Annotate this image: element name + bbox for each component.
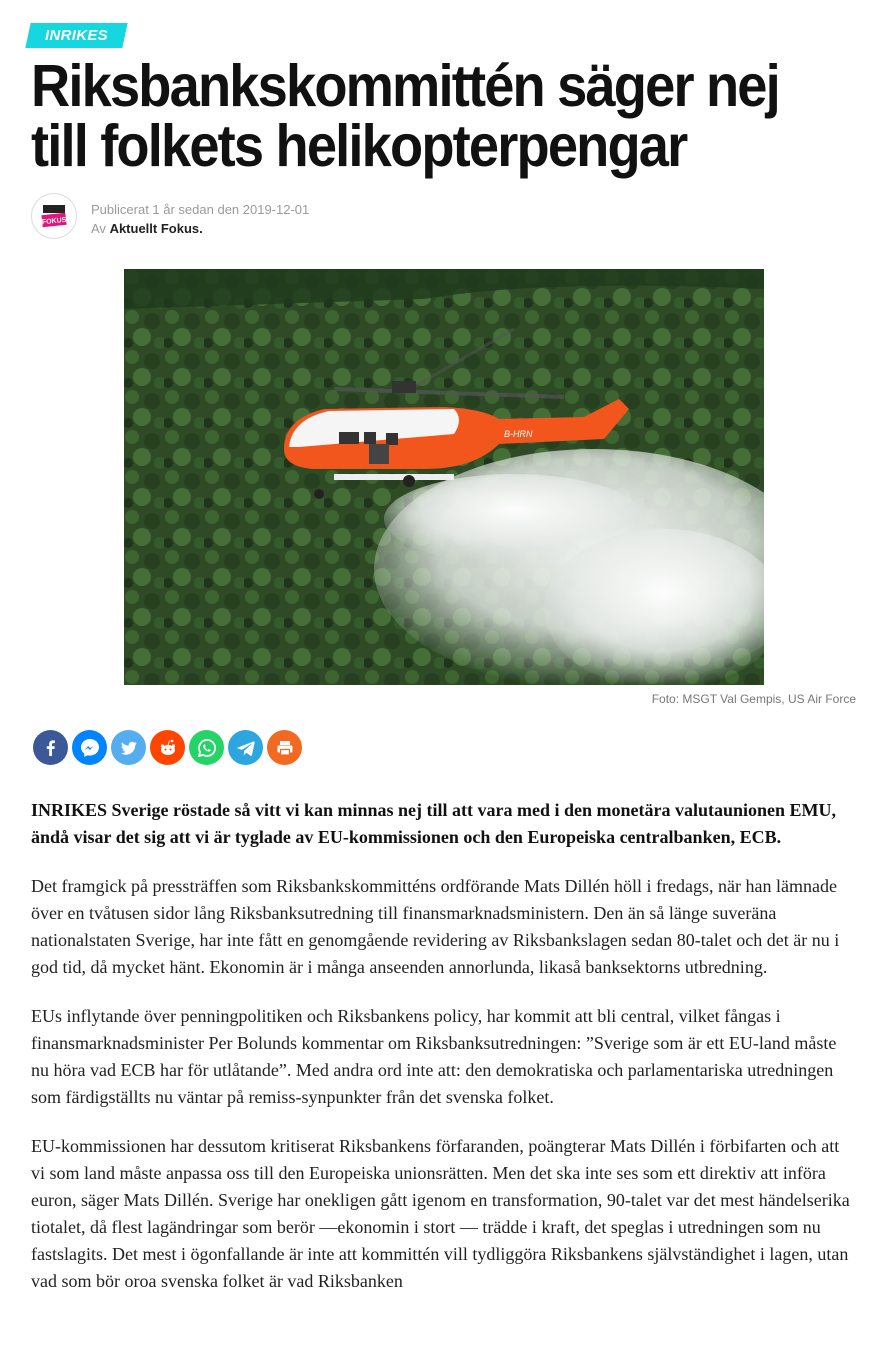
category-label: INRIKES	[45, 27, 108, 44]
article-meta	[91, 200, 309, 238]
article-lead: INRIKES Sverige röstade så vitt vi kan minnas nej till att vara med i den monetära valutaunionen EMU, ändå visar det sig att vi är tyglade av EU-kommissionen och den Europeiska centralbanken, ECB.	[31, 800, 837, 847]
printer-icon	[275, 738, 295, 758]
telegram-icon	[236, 738, 256, 758]
tail-registration: B-HRN	[504, 429, 533, 439]
twitter-icon	[119, 738, 139, 758]
print-button[interactable]	[267, 730, 302, 765]
avatar-logo-text: FOKUS	[41, 216, 67, 227]
article-paragraph: EUs inflytande över penningpolitiken och Riksbankens policy, har kommit att bli central, vilket fångas i finansmarknadsminister Per Bolunds kommentar om Riksbanksutredningen: ”Sverige som är ett EU-land måste nu höra vad ECB har för utlåtande”. Med andra ord inte att: den demokratiska och parlamentariska utredningen som färdigställts nu väntar på remiss-synpunkter från det svenska folket.	[31, 1006, 837, 1107]
share-bar	[33, 730, 302, 765]
category-badge[interactable]	[25, 23, 127, 48]
aktuellt-fokus-logo	[39, 201, 69, 231]
reddit-icon	[157, 737, 179, 759]
byline-prefix: Av	[91, 221, 106, 236]
facebook-icon	[41, 738, 61, 758]
whatsapp-icon	[196, 737, 218, 759]
article-paragraph: EU-kommissionen har dessutom kritiserat Riksbankens förfaranden, poängterar Mats Dillén i förbifarten och att vi som land måste anpassa oss till den Europeiska unionsrätten. Men det ska inte ses som ett direktiv att införa euron, säger Mats Dillén. Sverige har onekligen gått igenom en transformation, 90-talet var det mest händelserika tiotalet, då flest lagändringar som berör —ekonomin i stort — trädde i kraft, det speglas i utredningen som nu fastslagits. Det mest i ögonfallande är inte att kommittén vill tydliggöra Riksbankens självständighet i lagen, utan vad som bör oroa svenska folket är vad Riksbanken	[31, 1136, 850, 1291]
helicopter-firefighting-photo	[124, 269, 764, 685]
reddit-share-button[interactable]	[150, 730, 185, 765]
facebook-share-button[interactable]	[33, 730, 68, 765]
article-paragraph: Det framgick på pressträffen som Riksbankskommitténs ordförande Mats Dillén höll i fredags, när han lämnade över en tvåtusen sidor lång Riksbanksutredning till finansmarknadsministern. Den än så länge suveräna nationalstaten Sverige, har inte fått en genomgående revidering av Riksbankslagen sedan 80-talet och det är nu i god tid, då mycket hänt. Ekonomin är i många anseenden annorlunda, likaså banksektorns utbredning.	[31, 876, 840, 977]
whatsapp-share-button[interactable]	[189, 730, 224, 765]
twitter-share-button[interactable]	[111, 730, 146, 765]
messenger-icon	[79, 737, 101, 759]
author-link[interactable]: Aktuellt Fokus.	[109, 221, 203, 236]
author-avatar[interactable]	[31, 193, 77, 239]
byline	[91, 219, 309, 238]
article-body	[31, 797, 851, 1317]
telegram-share-button[interactable]	[228, 730, 263, 765]
published-date: Publicerat 1 år sedan den 2019-12-01	[91, 202, 310, 217]
messenger-share-button[interactable]	[72, 730, 107, 765]
hero-image	[124, 269, 764, 685]
image-credit: Foto: MSGT Val Gempis, US Air Force	[651, 692, 856, 706]
article-headline: Riksbankskommittén säger nej till folkets helikopterpengar	[31, 53, 779, 179]
